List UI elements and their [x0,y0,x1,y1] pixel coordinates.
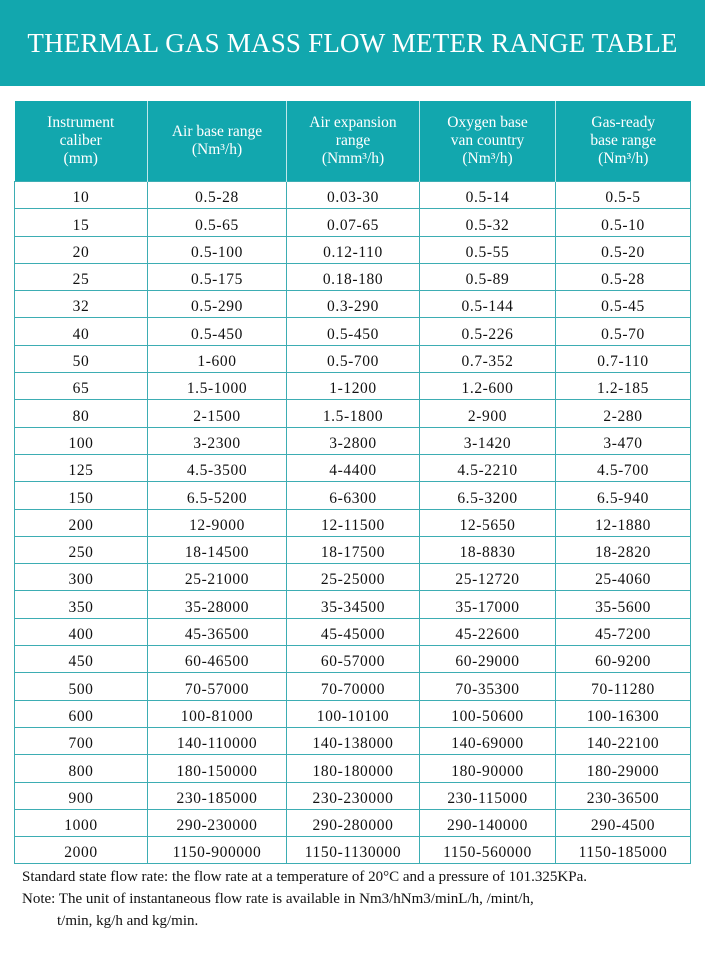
page-title: THERMAL GAS MASS FLOW METER RANGE TABLE [27,27,678,58]
range-cell: 0.5-14 [420,182,556,209]
table-row [15,482,691,509]
range-cell: 1150-900000 [148,837,287,864]
table-row [15,646,691,673]
caliber-cell: 25 [15,263,148,290]
caliber-cell: 80 [15,400,148,427]
table-row [15,400,691,427]
range-cell: 0.3-290 [287,291,420,318]
range-cell: 1150-185000 [556,837,691,864]
range-cell: 0.5-32 [420,209,556,236]
range-cell: 60-9200 [556,646,691,673]
range-cell: 0.5-10 [556,209,691,236]
range-cell: 18-2820 [556,536,691,563]
range-cell: 45-22600 [420,618,556,645]
range-cell: 100-10100 [287,700,420,727]
range-cell: 100-50600 [420,700,556,727]
range-cell: 0.5-65 [148,209,287,236]
range-cell: 3-1420 [420,427,556,454]
table-body [15,182,691,864]
table-row [15,727,691,754]
range-cell: 0.5-70 [556,318,691,345]
table-row [15,318,691,345]
range-cell: 0.12-110 [287,236,420,263]
column-header [556,101,691,182]
caliber-cell: 250 [15,536,148,563]
range-cell: 4.5-2210 [420,454,556,481]
range-cell: 290-230000 [148,809,287,836]
column-header-line: Instrument [47,114,115,131]
title-banner [0,0,705,86]
range-cell: 2-900 [420,400,556,427]
table-row [15,291,691,318]
range-cell: 1.5-1000 [148,373,287,400]
table-row [15,755,691,782]
caliber-cell: 300 [15,564,148,591]
range-cell: 12-11500 [287,509,420,536]
caliber-cell: 350 [15,591,148,618]
table-row [15,236,691,263]
column-header [287,101,420,182]
range-cell: 0.5-89 [420,263,556,290]
range-cell: 230-230000 [287,782,420,809]
range-cell: 1150-560000 [420,837,556,864]
table-row [15,345,691,372]
caliber-cell: 800 [15,755,148,782]
caliber-cell: 100 [15,427,148,454]
table-row [15,618,691,645]
column-header-line: range [335,132,371,149]
range-cell: 1150-1130000 [287,837,420,864]
caliber-cell: 400 [15,618,148,645]
table-row [15,673,691,700]
table-row [15,427,691,454]
range-cell: 0.5-175 [148,263,287,290]
column-header-line: Gas-ready [591,114,656,131]
table-row [15,591,691,618]
range-cell: 290-280000 [287,809,420,836]
range-cell: 35-28000 [148,591,287,618]
caliber-cell: 450 [15,646,148,673]
range-cell: 180-90000 [420,755,556,782]
range-cell: 60-46500 [148,646,287,673]
column-header-line: base range [590,132,657,149]
column-header-line: (Nmm³/h) [321,150,385,167]
caliber-cell: 900 [15,782,148,809]
caliber-cell: 600 [15,700,148,727]
table-row [15,373,691,400]
range-cell: 18-14500 [148,536,287,563]
table-row [15,536,691,563]
range-cell: 0.5-290 [148,291,287,318]
range-cell: 35-17000 [420,591,556,618]
range-cell: 3-2300 [148,427,287,454]
range-cell: 6.5-3200 [420,482,556,509]
range-cell: 35-5600 [556,591,691,618]
column-header [420,101,556,182]
range-cell: 180-29000 [556,755,691,782]
range-cell: 3-2800 [287,427,420,454]
range-table [14,101,691,864]
column-header-line: Air expansion [309,114,397,131]
column-header-line: (Nm³/h) [598,150,649,167]
range-cell: 70-11280 [556,673,691,700]
range-cell: 0.5-700 [287,345,420,372]
range-cell: 230-115000 [420,782,556,809]
column-header-line: (mm) [63,150,98,167]
range-cell: 140-110000 [148,727,287,754]
caliber-cell: 65 [15,373,148,400]
column-header-line: van country [450,132,525,149]
range-cell: 18-8830 [420,536,556,563]
table-row [15,782,691,809]
unit-note-line1: Note: The unit of instantaneous flow rate is available in Nm3/hNm3/minL/h, /mint/h, [22,891,534,907]
range-cell: 45-7200 [556,618,691,645]
range-cell: 60-57000 [287,646,420,673]
table-row [15,837,691,864]
range-cell: 0.07-65 [287,209,420,236]
range-cell: 140-138000 [287,727,420,754]
caliber-cell: 32 [15,291,148,318]
range-cell: 18-17500 [287,536,420,563]
column-header [148,101,287,182]
range-cell: 140-22100 [556,727,691,754]
range-cell: 1.5-1800 [287,400,420,427]
range-cell: 4-4400 [287,454,420,481]
range-cell: 180-180000 [287,755,420,782]
header-row [15,101,691,182]
range-cell: 4.5-700 [556,454,691,481]
range-cell: 25-12720 [420,564,556,591]
range-cell: 290-140000 [420,809,556,836]
caliber-cell: 15 [15,209,148,236]
range-cell: 0.5-100 [148,236,287,263]
range-cell: 180-150000 [148,755,287,782]
range-cell: 70-35300 [420,673,556,700]
range-cell: 0.5-144 [420,291,556,318]
range-cell: 4.5-3500 [148,454,287,481]
range-cell: 0.5-5 [556,182,691,209]
range-cell: 0.5-28 [148,182,287,209]
range-cell: 290-4500 [556,809,691,836]
range-cell: 6.5-5200 [148,482,287,509]
range-table-container [14,101,690,864]
range-cell: 12-5650 [420,509,556,536]
caliber-cell: 200 [15,509,148,536]
range-cell: 70-70000 [287,673,420,700]
caliber-cell: 50 [15,345,148,372]
range-cell: 230-36500 [556,782,691,809]
range-cell: 0.7-352 [420,345,556,372]
range-cell: 0.7-110 [556,345,691,372]
range-cell: 1.2-185 [556,373,691,400]
caliber-cell: 700 [15,727,148,754]
notes [22,866,692,932]
caliber-cell: 20 [15,236,148,263]
range-cell: 25-21000 [148,564,287,591]
range-cell: 100-16300 [556,700,691,727]
range-cell: 0.03-30 [287,182,420,209]
caliber-cell: 10 [15,182,148,209]
range-cell: 100-81000 [148,700,287,727]
table-row [15,454,691,481]
range-cell: 0.18-180 [287,263,420,290]
table-row [15,509,691,536]
range-cell: 0.5-226 [420,318,556,345]
table-row [15,700,691,727]
range-cell: 2-1500 [148,400,287,427]
table-header [15,101,691,182]
caliber-cell: 1000 [15,809,148,836]
caliber-cell: 40 [15,318,148,345]
column-header-line: Oxygen base [447,114,528,131]
column-header-line: Air base range [171,123,263,140]
range-cell: 0.5-45 [556,291,691,318]
column-header [15,101,148,182]
range-cell: 60-29000 [420,646,556,673]
range-cell: 6.5-940 [556,482,691,509]
range-cell: 1-600 [148,345,287,372]
range-cell: 70-57000 [148,673,287,700]
caliber-cell: 150 [15,482,148,509]
column-header-line: caliber [59,132,102,149]
caliber-cell: 125 [15,454,148,481]
unit-note-line2: t/min, kg/h and kg/min. [57,913,199,929]
range-cell: 0.5-450 [148,318,287,345]
table-row [15,564,691,591]
column-header-line: (Nm³/h) [462,150,513,167]
table-row [15,809,691,836]
caliber-cell: 500 [15,673,148,700]
range-cell: 1.2-600 [420,373,556,400]
range-cell: 3-470 [556,427,691,454]
range-cell: 35-34500 [287,591,420,618]
range-cell: 12-9000 [148,509,287,536]
range-cell: 0.5-55 [420,236,556,263]
standard-note: Standard state flow rate: the flow rate at a temperature of 20°C and a pressure of 101.325KPa. [22,869,587,885]
range-cell: 45-36500 [148,618,287,645]
range-cell: 6-6300 [287,482,420,509]
range-cell: 230-185000 [148,782,287,809]
range-cell: 12-1880 [556,509,691,536]
range-cell: 0.5-20 [556,236,691,263]
table-row [15,209,691,236]
table-row [15,182,691,209]
range-cell: 2-280 [556,400,691,427]
range-cell: 25-4060 [556,564,691,591]
column-header-line: (Nm³/h) [191,141,243,158]
table-row [15,263,691,290]
range-cell: 0.5-450 [287,318,420,345]
range-cell: 140-69000 [420,727,556,754]
caliber-cell: 2000 [15,837,148,864]
range-cell: 45-45000 [287,618,420,645]
range-cell: 0.5-28 [556,263,691,290]
range-cell: 25-25000 [287,564,420,591]
range-cell: 1-1200 [287,373,420,400]
